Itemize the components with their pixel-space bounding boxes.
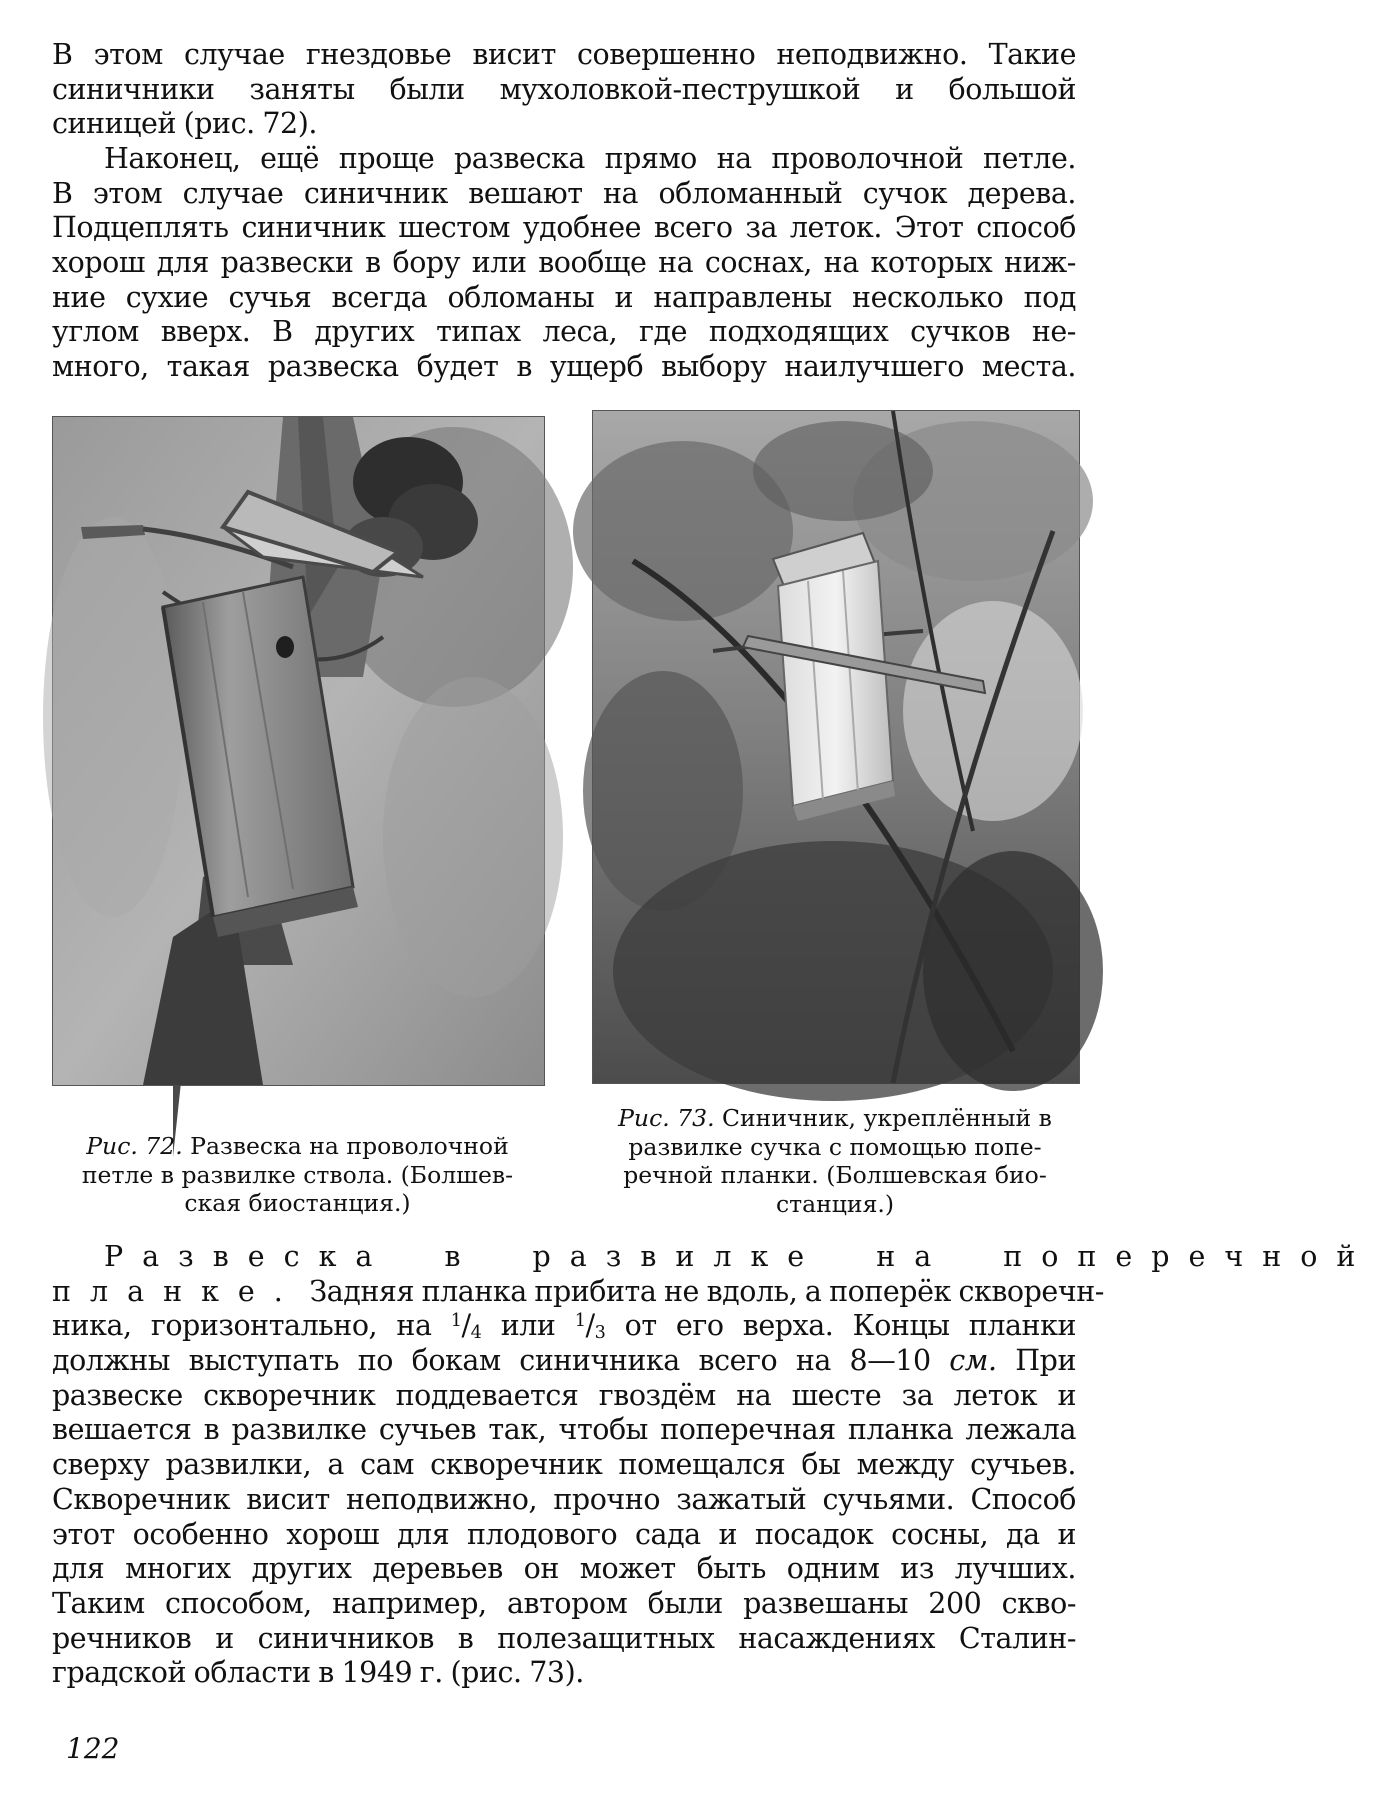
unit-text: см. bbox=[949, 1344, 997, 1378]
text-segment: При bbox=[1015, 1344, 1076, 1378]
text-line: синичники заняты были мухоловкой-пеструшкой и большой bbox=[52, 72, 1076, 106]
text-line: градской области в 1949 г. (рис. 73). bbox=[52, 1656, 584, 1690]
text-segment: должны выступать по бокам синичника всего на 8—10 bbox=[52, 1344, 931, 1378]
caption-line: ская биостанция.) bbox=[184, 1189, 411, 1217]
text-line: Скворечник висит неподвижно, прочно зажатый сучьями. Способ bbox=[52, 1482, 1076, 1516]
caption-line: речной планки. (Болшевская био- bbox=[623, 1161, 1047, 1189]
section-heading-end: планке. bbox=[52, 1274, 302, 1308]
text-line bbox=[52, 1309, 1076, 1344]
paragraph-top bbox=[52, 38, 1076, 142]
caption-text: Синичник, укреплённый в bbox=[722, 1104, 1052, 1132]
text-line: Таким способом, например, автором были развешаны 200 скво- bbox=[52, 1586, 1076, 1620]
text-line: вешается в развилке сучьев так, чтобы поперечная планка лежала bbox=[52, 1413, 1076, 1447]
figure-label: Рис. 73. bbox=[618, 1104, 715, 1132]
figure-72-photo bbox=[52, 416, 545, 1086]
figure-label: Рис. 72. bbox=[86, 1132, 183, 1160]
text-line: много, такая развеска будет в ущерб выбору наилучшего места. bbox=[52, 350, 1076, 384]
text-line: сверху развилки, а сам скворечник помещался бы между сучьев. bbox=[52, 1448, 1076, 1482]
text-line: речников и синичников в полезащитных насаждениях Сталин- bbox=[52, 1621, 1076, 1655]
text-line: углом вверх. В других типах леса, где подходящих сучков не- bbox=[52, 315, 1076, 349]
caption-line: развилке сучка с помощью попе- bbox=[628, 1132, 1042, 1161]
figure-73-caption bbox=[592, 1104, 1078, 1218]
caption-line bbox=[52, 1132, 543, 1161]
birdhouse-on-crossbar-image bbox=[593, 411, 1079, 1083]
caption-line bbox=[592, 1104, 1078, 1133]
text-line: В этом случае синичник вешают на обломанный сучок дерева. bbox=[52, 176, 1076, 210]
text-segment: от его верха. Концы планки bbox=[624, 1309, 1076, 1343]
text-line bbox=[52, 1344, 1076, 1379]
text-line: В этом случае гнездовье висит совершенно неподвижно. Такие bbox=[52, 38, 1076, 71]
text-segment: Задняя планка прибита не вдоль, а поперёк скворечн- bbox=[309, 1274, 1104, 1308]
paragraph-crossbar bbox=[52, 1240, 1374, 1691]
text-line: развеске скворечник поддевается гвоздём на шесте за леток и bbox=[52, 1378, 1076, 1412]
text-line: синицей (рис. 72). bbox=[52, 107, 317, 141]
paragraph-wire-loop bbox=[52, 142, 1076, 385]
text-line: ние сухие сучья всегда обломаны и направлены несколько под bbox=[52, 280, 1076, 314]
caption-line: петле в развилке ствола. (Болшев- bbox=[81, 1160, 514, 1189]
fraction-one-quarter: $^1/_4$ bbox=[450, 1309, 482, 1344]
text-line: Наконец, ещё проще развеска прямо на проволочной петле. bbox=[104, 142, 1076, 175]
text-line: Подцеплять синичник шестом удобнее всего за леток. Этот способ bbox=[52, 211, 1076, 245]
text-segment: ника, горизонтально, на bbox=[52, 1309, 432, 1343]
text-line bbox=[52, 1274, 1104, 1310]
fraction-one-third: $^1/_3$ bbox=[574, 1309, 606, 1344]
figure-72-caption bbox=[52, 1132, 543, 1218]
figure-73-photo bbox=[592, 410, 1080, 1084]
page-number: 122 bbox=[66, 1732, 120, 1765]
caption-text: Развеска на проволочной bbox=[190, 1132, 509, 1160]
birdhouse-on-wire-loop-image bbox=[53, 417, 544, 1085]
text-line: для многих других деревьев он может быть одним из лучших. bbox=[52, 1552, 1076, 1586]
text-line: хорош для развески в бору или вообще на соснах, на которых ниж- bbox=[52, 246, 1076, 280]
caption-line: станция.) bbox=[775, 1189, 895, 1218]
section-heading: Развеска в развилке на поперечной bbox=[104, 1240, 1374, 1273]
text-segment: или bbox=[500, 1309, 556, 1343]
text-line: этот особенно хорош для плодового сада и посадок сосны, да и bbox=[52, 1517, 1076, 1551]
